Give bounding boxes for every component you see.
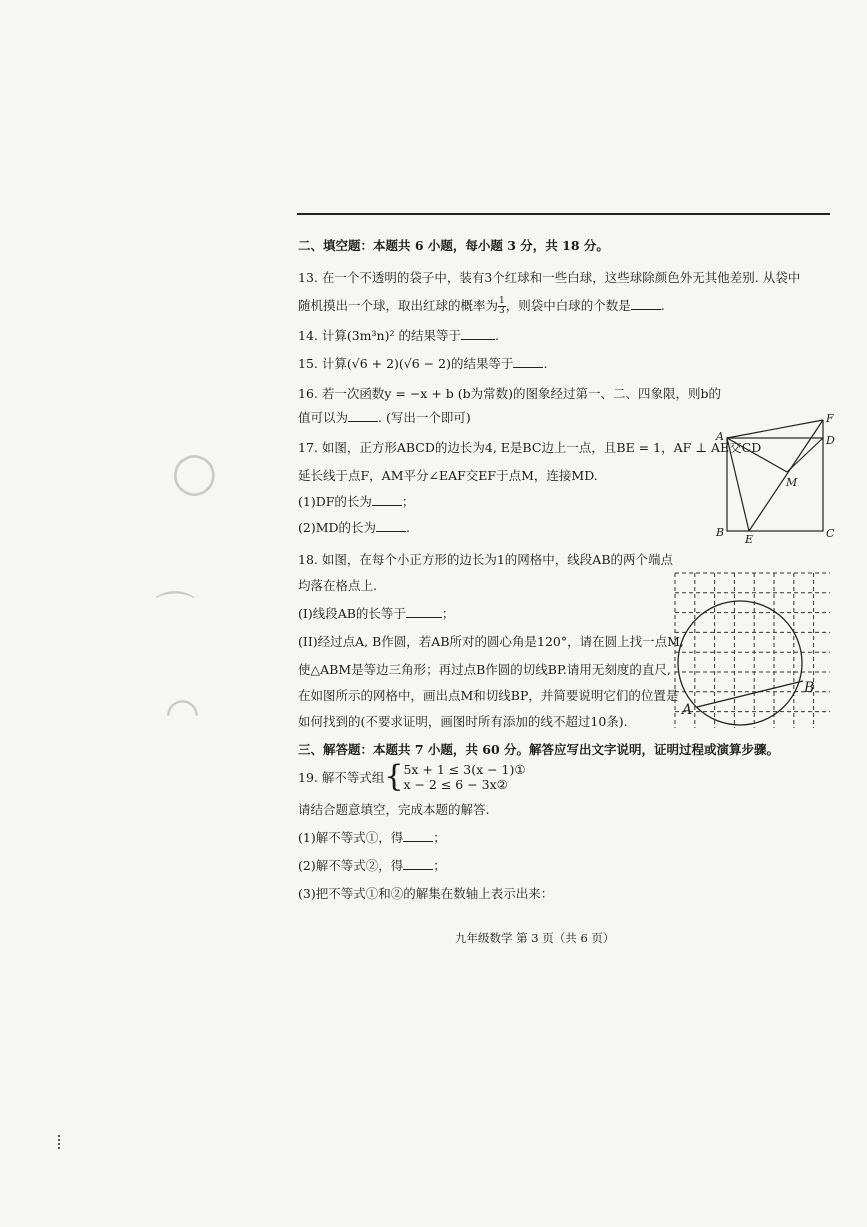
circle: [678, 601, 802, 725]
q13-text: 随机摸出一个球，取出红球的概率为: [298, 298, 499, 313]
label-c: C: [826, 527, 835, 540]
q19-step3: (3)把不等式①和②的解集在数轴上表示出来：: [298, 886, 554, 901]
inequality-1: 5x + 1 ≤ 3(x − 1)①: [403, 762, 526, 777]
q19-system: [298, 759, 526, 794]
q18-line2: 均落在格点上.: [298, 578, 377, 593]
label-a: A: [716, 430, 724, 443]
q15-text: 15. 计算(√6 + 2)(√6 − 2)的结果等于: [298, 356, 514, 371]
q19-step1: (1)解不等式①，得 ；: [298, 830, 446, 845]
label-d: D: [826, 434, 835, 447]
q18-sub2-line3: 在如图所示的网格中，画出点M和切线BP，并简要说明它们的位置是: [298, 688, 679, 703]
show-through-mark: ⌒: [155, 589, 195, 635]
section-3-heading: 三、解答题：本题共 7 小题，共 60 分。解答应写出文字说明，证明过程或演算步骤。: [298, 742, 780, 757]
label-f: F: [826, 412, 834, 425]
q18-line1: 18. 如图，在每个小正方形的边长为1的网格中，线段AB的两个端点: [298, 552, 674, 567]
q17-line2: 延长线于点F，AM平分∠EAF交EF于点M，连接MD.: [298, 468, 598, 483]
answer-blank[interactable]: [376, 519, 406, 532]
q13-line1: 13. 在一个不透明的袋子中，装有3个红球和一些白球，这些球除颜色外无其他差别. 从袋中: [298, 270, 801, 285]
q19-prefix: 19. 解不等式组: [298, 770, 385, 785]
q14-text: 14. 计算(3m³n)² 的结果等于: [298, 328, 461, 343]
segment-md: [787, 438, 823, 472]
answer-blank[interactable]: [406, 605, 442, 618]
answer-blank[interactable]: [631, 297, 661, 310]
section-2-heading: 二、填空题：本题共 6 小题，每小题 3 分，共 18 分。: [298, 238, 609, 253]
label-b: B: [716, 526, 725, 539]
page-footer: 九年级数学 第 3 页（共 6 页）: [455, 931, 615, 945]
q14-line: 14. 计算(3m³n)² 的结果等于 .: [298, 328, 499, 343]
q15-line: 15. 计算(√6 + 2)(√6 − 2)的结果等于 .: [298, 356, 548, 371]
system-brace: {: [384, 759, 404, 794]
segment-af: [727, 420, 823, 438]
q17-line1: 17. 如图，正方形ABCD的边长为4, E是BC边上一点，且BE = 1，AF ⊥ AE交CD: [298, 440, 762, 455]
dashed-grid: [675, 573, 830, 728]
header-rule: [297, 213, 830, 215]
inequality-system: [403, 762, 525, 792]
q18-sub2-line4: 如何找到的(不要求证明，画图时所有添加的线不超过10条).: [298, 714, 628, 729]
q17-sub2: (2)MD的长为 .: [298, 520, 411, 535]
q16-text: 值可以为: [298, 410, 349, 425]
probability-fraction: $\frac{1}{3}$: [499, 296, 505, 316]
answer-blank[interactable]: [403, 829, 433, 842]
answer-blank[interactable]: [348, 409, 378, 422]
q17-sub1: (1)DF的长为 ；: [298, 494, 415, 509]
label-a: A: [682, 702, 693, 718]
q19-prompt: 请结合题意填空，完成本题的解答.: [298, 802, 490, 817]
q18-sub2-line1: (II)经过点A, B作圆，若AB所对的圆心角是120°，请在圆上找一点M,: [298, 634, 684, 649]
q18-figure: [670, 568, 830, 728]
segment-ae: [727, 438, 749, 531]
label-m: M: [786, 476, 798, 489]
answer-blank[interactable]: [372, 493, 402, 506]
binding-edge-mark: [58, 1135, 62, 1149]
q16-line1: 16. 若一次函数y = −x + b (b为常数)的图象经过第一、二、四象限，则b的: [298, 386, 722, 401]
label-e: E: [745, 533, 754, 545]
q18-sub2-line2: 使△ABM是等边三角形；再过点B作圆的切线BP.请用无刻度的直尺,: [298, 662, 671, 677]
show-through-mark: ◠: [165, 690, 200, 736]
label-b: B: [804, 680, 815, 696]
q13-text-b: ，则袋中白球的个数是: [505, 298, 631, 313]
segment-am: [727, 438, 787, 472]
q16-line2: 值可以为 . (写出一个即可): [298, 410, 471, 425]
answer-blank[interactable]: [461, 327, 495, 340]
q19-step2: (2)解不等式②，得 ；: [298, 858, 446, 873]
answer-blank[interactable]: [403, 857, 433, 870]
q13-line2: 随机摸出一个球，取出红球的概率为 $\frac{1}{3}$ ，则袋中白球的个数是 .: [298, 296, 665, 316]
inequality-2: x − 2 ≤ 6 − 3x②: [403, 777, 508, 792]
answer-blank[interactable]: [513, 355, 543, 368]
show-through-mark: ◯: [172, 450, 217, 496]
q18-sub1: (I)线段AB的长等于 ；: [298, 606, 455, 621]
q17-figure: [712, 410, 837, 545]
